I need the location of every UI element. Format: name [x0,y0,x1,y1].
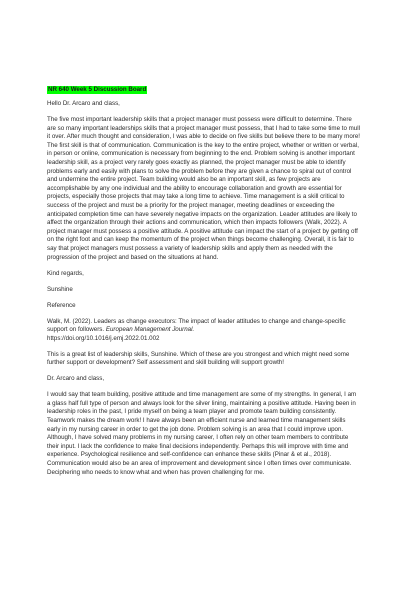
reference-journal: European Management Journal. [105,326,195,334]
greeting: Hello Dr. Arcaro and class, [47,100,120,108]
reference-text: Walk, M. (2022). Leaders as change executors: The impact of leader attitudes to change and change-specific support on followers. [47,317,346,334]
instructor-reply: This is a great list of leadership skills, Sunshine. Which of these are you strongest and which might need some further support or development? Self assessment and skill building will support growth! [47,350,350,367]
document-title: NR 640 Week 5 Discussion Board [48,86,147,93]
reference-doi-link[interactable]: https://doi.org/10.1016/j.emj.2022.01.002 [47,334,160,342]
signature: Sunshine [47,285,73,293]
body-paragraph: The five most important leadership skills that a project manager must possess were difficult to determine. There are so many important leaderships skills that a project manager must possess, that I had to take some time to mull it over. After much thought and consideration, I was able to decide on five skills but believe there to be many more! The first skill is that of communication. Communication is the key to the entire project, whether or written or verbal, in person or online, communication is necessary from beginning to the end. Problem solving is another important leadership skill, as a project very rarely goes exactly as planned, the project manager must be able to identify problems early and easily with plans to solve the problem before they are given a chance to spiral out of control and undermine the entire project. Team building would also be an important skill, as few projects are accomplishable by any one individual and the ability to encourage collaboration and growth are essential for projects, especially those projects that may take a long time to achieve. Time management is a skill critical to success of the project and must be a priority for the project manager, meeting deadlines or exceeding the anticipated completion time can have severely negative impacts on the organization. Leader attitudes are likely to affect the organization through their actions and communication, which then impacts followers (Walk, 2022). A project manager must possess a positive attitude. A positive attitude can impact the start of a project by getting off on the right foot and can keep the momentum of the project when things become challenging. Overall, it is fair to say that project managers must possess a variety of leadership skills and apply them as needed with the progression of the project and based on the situations at hand. [47,116,360,261]
reply-body-paragraph: I would say that team building, positive attitude and time management are some of my strengths. In general, I am a glass half full type of person and always look for the silver lining, maintaining a positive attitude. Having been in leadership roles in the past, I pride myself on being a team player and promote team building consistently. Teamwork makes the dream work! I have always been an efficient nurse and learned time management skills early in my nursing career in order to get the job done. Problem solving is an area that I could improve upon. Although, I have solved many problems in my nursing career, I often rely on other team members to contribute their input. I lack the confidence to make final decisions independently. Perhaps this will improve with time and experience. Psychological resilience and self-confidence can enhance these skills (Pinar & et al., 2018). Communication would also be an area of improvement and development since I often times over communicate. Deciphering who needs to know what and when has proven challenging for me. [47,391,357,476]
reference-entry [47,318,360,344]
closing: Kind regards, [47,269,84,277]
reference-heading: Reference [47,301,76,309]
reply-greeting: Dr. Arcaro and class, [47,375,105,383]
